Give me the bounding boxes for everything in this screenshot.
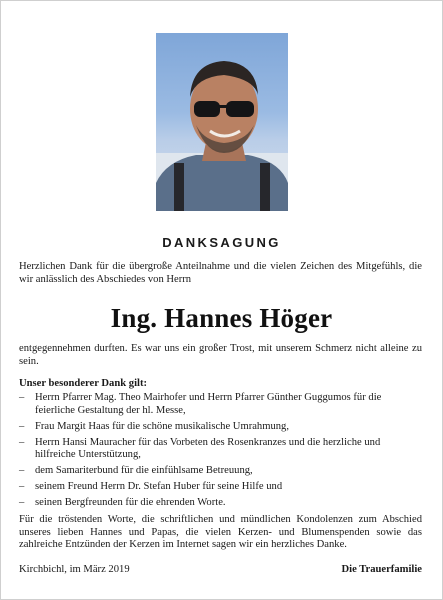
list-item <box>19 497 422 510</box>
list-item-text: Herrn Hansi Mauracher für das Vorbeten des Rosenkranzes und die herzliche und hilfreiche Unterstützung, <box>35 436 381 461</box>
list-bullet: – <box>19 481 25 493</box>
thanks-title: Unser besonderer Dank gilt: <box>19 378 148 389</box>
list-item-text: Herrn Pfarrer Mag. Theo Mairhofer und Herrn Pfarrer Günther Guggumos für die feierliche Gestaltung der hl. Messe, <box>35 392 382 416</box>
list-item <box>19 392 422 417</box>
heading-danksagung: DANKSAGUNG <box>162 235 281 250</box>
list-item <box>19 437 422 462</box>
list-item-text: seinen Bergfreunden für die ehrenden Worte. <box>35 497 226 509</box>
thanks-list <box>19 392 422 513</box>
list-bullet: – <box>19 392 25 403</box>
list-item <box>19 481 422 494</box>
list-item <box>19 465 422 478</box>
closing-paragraph: Für die tröstenden Worte, die schriftlichen und mündlichen Kondolenzen zum Abschied unseres lieben Hannes und Papas, die vielen Kerzen- und Blumenspenden sowie das zahlreiche Entzünden der Kerzen im Internet sagen wir ein herzliches Danke. <box>19 514 422 551</box>
after-name-paragraph: entgegennehmen durften. Es war uns ein großer Trost, mit unserem Schmerz nicht alleine zu sein. <box>19 343 422 367</box>
list-item <box>19 421 422 434</box>
list-item-text: Frau Margit Haas für die schöne musikalische Umrahmung, <box>35 420 289 432</box>
list-item-text: seinem Freund Herrn Dr. Stefan Huber für seine Hilfe und <box>35 481 283 493</box>
intro-paragraph: Herzlichen Dank für die übergroße Anteilnahme und die vielen Zeichen des Mitgefühls, die wir anlässlich des Abschiedes von Herrn <box>19 261 422 285</box>
list-bullet: – <box>19 497 25 509</box>
list-bullet: – <box>19 420 25 432</box>
signature: Die Trauerfamilie <box>341 564 422 575</box>
portrait-photo <box>156 33 288 211</box>
list-item-text: dem Samariterbund für die einfühlsame Betreuung, <box>35 465 253 477</box>
deceased-name: Ing. Hannes Höger <box>110 303 333 333</box>
place-date: Kirchbichl, im März 2019 <box>19 564 130 575</box>
list-bullet: – <box>19 465 25 477</box>
list-bullet: – <box>19 436 25 448</box>
